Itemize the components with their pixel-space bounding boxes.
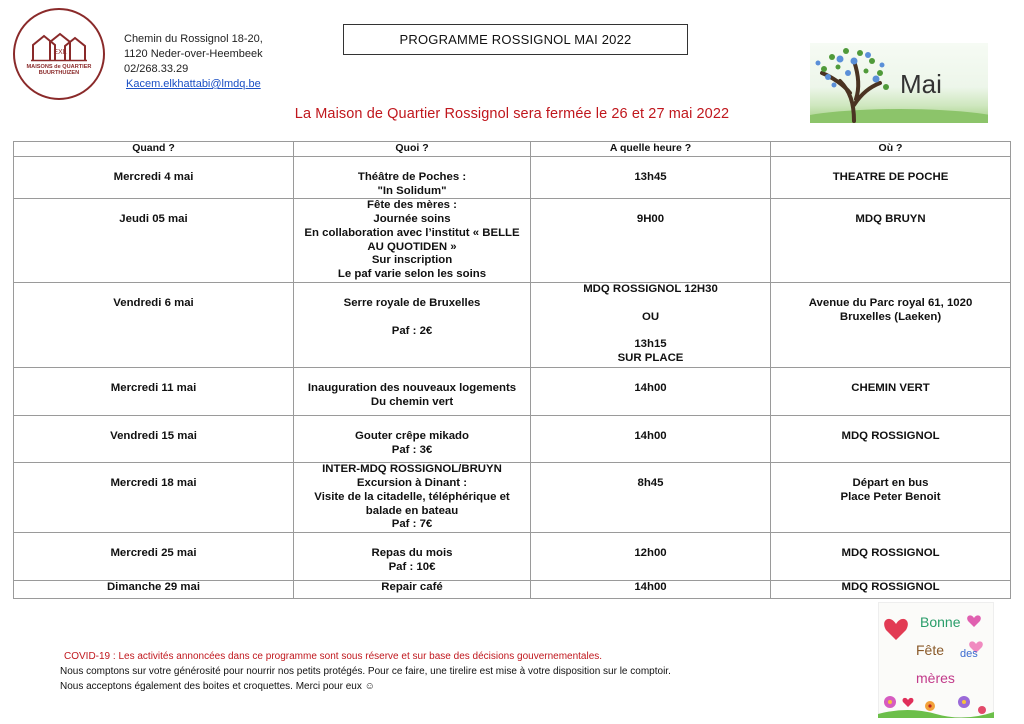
cell-time	[531, 199, 771, 283]
logo-caption	[27, 64, 92, 77]
cell-where-line: Départ en bus	[852, 477, 929, 490]
cell-where-line: MDQ ROSSIGNOL	[841, 547, 940, 560]
schedule-table	[13, 141, 1011, 599]
cell-time	[531, 463, 771, 533]
cell-time-line: 13h45	[634, 171, 667, 183]
cell-what-line	[298, 311, 526, 325]
cell-where-line: MDQ ROSSIGNOL	[841, 430, 940, 443]
logo-line-2: BUURTHUIZEN	[38, 70, 80, 76]
logo-letters: EXL	[53, 48, 67, 56]
card-word-1: Bonne	[920, 614, 961, 630]
card-word-3: des	[960, 648, 978, 660]
cell-time-line: 14h00	[634, 430, 667, 443]
cell-what	[294, 199, 531, 283]
cell-when: Vendredi 6 mai	[14, 283, 294, 368]
table-row	[14, 283, 1011, 368]
cell-what-line: Journée soins	[373, 213, 451, 226]
cell-time	[531, 581, 771, 599]
cell-what-line: Fête des mères :	[367, 199, 457, 212]
cell-what	[294, 283, 531, 368]
cell-where-line: Bruxelles (Laeken)	[839, 311, 942, 324]
header-what: Quoi ?	[294, 142, 531, 157]
card-word-4: mères	[916, 670, 955, 686]
table-row	[14, 416, 1011, 463]
cell-where	[771, 157, 1011, 199]
cell-what-line: Serre royale de Bruxelles	[343, 297, 481, 310]
table-row	[14, 463, 1011, 533]
cell-time-line: OU	[641, 310, 660, 323]
cell-where	[771, 368, 1011, 416]
document-title: PROGRAMME ROSSIGNOL MAI 2022	[343, 24, 688, 55]
contact-address	[124, 32, 263, 92]
schedule-body	[14, 157, 1011, 599]
cell-what	[294, 416, 531, 463]
cell-what-line: Gouter crêpe mikado	[355, 430, 469, 443]
cell-what-line: Repair café	[381, 581, 443, 594]
cell-where	[771, 283, 1011, 368]
cell-what-line: Paf : 10€	[388, 561, 436, 574]
cell-when: Mercredi 4 mai	[14, 157, 294, 199]
mothers-day-card	[878, 602, 994, 718]
cell-time-line: 9H00	[636, 213, 665, 226]
cell-where	[771, 199, 1011, 283]
cell-what-line: Paf : 2€	[391, 324, 433, 337]
address-street: Chemin du Rossignol 18-20,	[124, 33, 263, 45]
closure-notice: La Maison de Quartier Rossignol sera fermée le 26 et 27 mai 2022	[294, 106, 730, 122]
address-phone: 02/268.33.29	[124, 63, 189, 75]
cell-when: Mercredi 11 mai	[14, 368, 294, 416]
cell-what-line: Paf : 3€	[391, 444, 433, 457]
table-row	[14, 157, 1011, 199]
cell-what-line: Le paf varie selon les soins	[337, 267, 487, 280]
organization-logo	[13, 8, 105, 100]
cell-what-line: Inauguration des nouveaux logements	[307, 382, 517, 395]
cell-time-line	[535, 297, 766, 311]
cell-time	[531, 416, 771, 463]
cell-what-line: balade en bateau	[365, 504, 459, 517]
table-row	[14, 533, 1011, 581]
cell-time	[531, 368, 771, 416]
cell-where	[771, 533, 1011, 581]
header-where: Où ?	[771, 142, 1011, 157]
table-row	[14, 199, 1011, 283]
cell-time-line: 12h00	[634, 547, 667, 560]
cell-where	[771, 463, 1011, 533]
cell-time	[531, 283, 771, 368]
cell-what	[294, 368, 531, 416]
table-header-row	[14, 142, 1011, 157]
email-link[interactable]: Kacem.elkhattabi@lmdq.be	[126, 78, 261, 90]
cell-when: Vendredi 15 mai	[14, 416, 294, 463]
cell-what-line: Théâtre de Poches :	[357, 171, 467, 183]
cell-time-line: 8h45	[637, 477, 664, 490]
houses-icon	[30, 32, 88, 62]
cell-time-line: 13h15	[634, 338, 667, 351]
covid-notice: COVID-19 : Les activités annoncées dans ce programme sont sous réserve et sur base des décisions gouvernementales.	[64, 651, 603, 662]
cell-time-line: MDQ ROSSIGNOL 12H30	[583, 283, 718, 296]
cell-what-line: Paf : 7€	[391, 518, 433, 531]
address-city: 1120 Neder-over-Heembeek	[124, 48, 263, 60]
cell-when: Mercredi 25 mai	[14, 533, 294, 581]
cell-where	[771, 581, 1011, 599]
cell-time-line: 14h00	[634, 581, 667, 594]
cell-what	[294, 581, 531, 599]
cell-time	[531, 157, 771, 199]
header-time: A quelle heure ?	[531, 142, 771, 157]
cell-where-line: Avenue du Parc royal 61, 1020	[808, 297, 973, 310]
cell-time-line: SUR PLACE	[617, 351, 684, 364]
cell-what	[294, 157, 531, 199]
logo-line-1: MAISONS de QUARTIER	[26, 63, 92, 70]
cell-time-line: 14h00	[634, 382, 667, 395]
cell-what-line: Du chemin vert	[370, 396, 454, 409]
card-word-2: Fête	[916, 642, 945, 658]
cell-what	[294, 533, 531, 581]
cell-where-line: MDQ BRUYN	[855, 213, 926, 226]
cell-what-line: Repas du mois	[371, 547, 453, 560]
cell-when: Jeudi 05 mai	[14, 199, 294, 283]
cell-where-line: THEATRE DE POCHE	[832, 171, 949, 183]
cell-what-line: "In Solidum"	[377, 184, 447, 197]
cell-what-line: Visite de la citadelle, téléphérique et	[314, 490, 510, 503]
donation-thanks: Nous acceptons également des boites et croquettes. Merci pour eux ☺	[60, 681, 375, 692]
cell-where-line: MDQ ROSSIGNOL	[841, 581, 940, 594]
table-row	[14, 581, 1011, 599]
header-when: Quand ?	[14, 142, 294, 157]
donation-notice: Nous comptons sur votre générosité pour nourrir nos petits protégés. Pour ce faire, une tirelire est mise à votre disposition sur le comptoir.	[60, 666, 671, 677]
cell-what-line: En collaboration avec l’institut « BELLE	[304, 226, 520, 239]
cell-when: Mercredi 18 mai	[14, 463, 294, 533]
cell-what-line: AU QUOTIDEN »	[367, 240, 457, 253]
cell-what-line: INTER-MDQ ROSSIGNOL/BRUYN	[322, 463, 502, 476]
month-label: Mai	[900, 69, 942, 99]
cell-where-line: CHEMIN VERT	[851, 382, 930, 395]
cell-where	[771, 416, 1011, 463]
cell-what-line: Excursion à Dinant :	[356, 477, 468, 490]
cell-time	[531, 533, 771, 581]
cell-time-line	[535, 325, 766, 339]
cell-where-line: Place Peter Benoit	[840, 491, 941, 504]
cell-when: Dimanche 29 mai	[14, 581, 294, 599]
cell-what	[294, 463, 531, 533]
cell-what-line: Sur inscription	[371, 254, 453, 267]
table-row	[14, 368, 1011, 416]
